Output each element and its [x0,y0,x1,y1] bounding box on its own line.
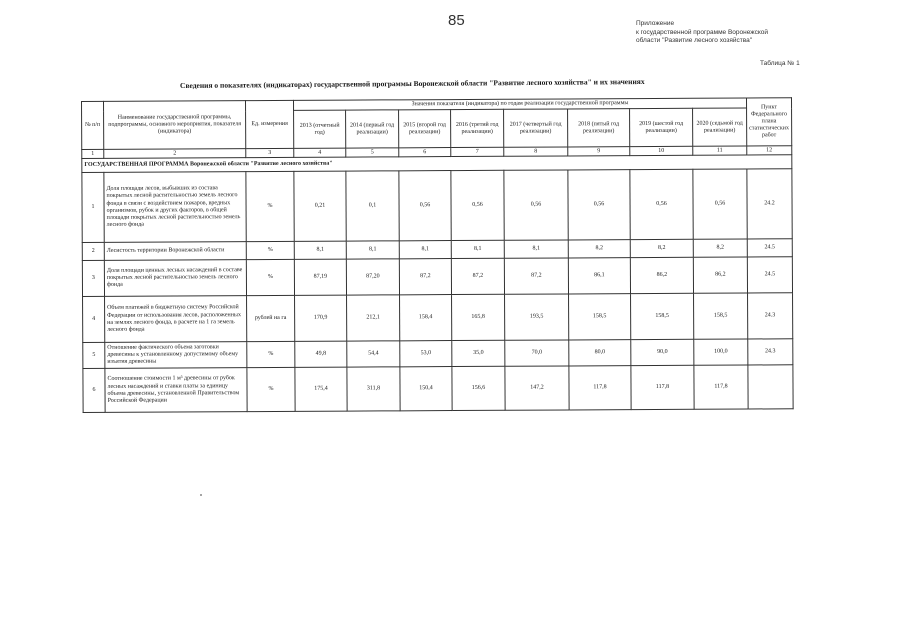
value-cell: 0,56 [568,170,630,240]
col-number: 10 [630,147,693,156]
appendix-line-3: области "Развитие лесного хозяйства" [636,37,753,44]
document-title: Сведения о показателях (индикаторах) государственной программы Воронежской области "Развитие лесного хозяйства" и их значениях [179,76,645,91]
indicator-name: Объем платежей в бюджетную систему Российской Федерации от использования лесов, расположенных на землях лесного фонда, в расчете на 1 га земель лесного фонда [105,296,247,343]
appendix-note [636,20,768,46]
value-cell: 170,9 [295,295,347,341]
unit-cell: % [246,260,294,296]
appendix-line-1: Приложение [636,20,675,27]
header-year: 2019 (шестой год реализации) [630,109,693,147]
col-number: 9 [568,147,630,156]
indicators-table [81,97,793,413]
value-cell: 0,56 [504,170,568,240]
col-number: 8 [504,147,568,156]
section-title: ГОСУДАРСТВЕННАЯ ПРОГРАММА Воронежской области "Развитие лесного хозяйства" [82,155,792,173]
value-cell: 8,2 [693,239,747,257]
col-number: 7 [451,147,504,156]
table-number: Таблица № 1 [760,60,800,67]
unit-cell: % [246,172,294,242]
header-year: 2013 (отчетный год) [294,110,346,148]
value-cell: 117,8 [631,365,694,409]
fed-plan-cell: 24.5 [747,239,792,257]
fed-plan-cell: 24.2 [747,169,792,239]
unit-cell: % [247,342,295,368]
header-year: 2018 (пятый год реализации) [568,109,630,147]
header-fed-plan: Пункт Федерального плана статистических работ [746,98,791,146]
header-year: 2015 (второй год реализации) [399,110,451,148]
value-cell: 86,2 [630,257,693,293]
value-cell: 8,2 [568,240,630,258]
header-year: 2016 (третий год реализации) [451,109,504,147]
appendix-line-2: к государственной программе Воронежской [636,28,769,36]
header-num: № п/п [82,101,104,149]
table-row [82,169,792,243]
row-number: 2 [82,243,104,261]
header-years-group: Значения показателя (индикатора) по годам реализации государственной программы [293,98,746,111]
value-cell: 117,8 [694,365,748,409]
col-number: 2 [104,149,246,159]
indicator-name: Доля площади лесов, выбывших из состава покрытых лесной растительностью земель лесного фонда в связи с воздействием пожаров, вредных организмов, рубок и других факторов, в общей площади покрытых лесной растительностью земель лесного фонда [104,172,246,243]
table-row [83,293,793,343]
col-number: 5 [346,148,399,157]
value-cell: 87,2 [451,258,504,294]
fed-plan-cell [748,365,793,409]
value-cell: 87,2 [504,258,568,294]
header-year: 2017 (четвертый год реализации) [504,109,568,147]
row-number: 3 [82,261,104,297]
value-cell: 212,1 [347,295,400,341]
value-cell: 35,0 [452,340,505,366]
value-cell: 90,0 [631,339,694,365]
col-number: 4 [294,148,346,157]
value-cell: 49,8 [295,341,347,367]
page-number: 85 [448,12,465,29]
header-unit: Ед. измерения [246,100,294,148]
fed-plan-cell: 24.3 [748,293,793,339]
value-cell: 193,5 [505,294,569,340]
row-number: 4 [83,297,105,343]
header-year: 2014 (первый год реализации) [346,110,399,148]
row-number: 1 [82,173,104,243]
value-cell: 8,1 [451,240,504,258]
value-cell: 0,56 [630,170,693,240]
indicator-name: Лесистость территории Воронежской области [104,242,246,261]
fed-plan-cell: 24.5 [747,257,792,293]
indicator-name: Доля площади ценных лесных насаждений в составе покрытых лесной растительностью земель лесного фонда [104,260,246,297]
value-cell: 86,1 [568,258,630,294]
value-cell: 8,1 [346,241,399,259]
header-year: 2020 (седьмой год реализации) [693,108,747,146]
value-cell: 0,21 [294,171,346,241]
value-cell: 0,56 [693,169,747,239]
value-cell: 165,8 [452,294,505,340]
unit-cell: рублей на га [247,296,295,342]
value-cell: 8,1 [504,240,568,258]
indicator-name: Отношение фактического объема заготовки древесины к установленному допустимому объему изъятия древесины [105,342,247,369]
value-cell: 0,1 [346,171,399,241]
col-number: 12 [747,146,792,155]
value-cell: 8,1 [399,241,451,259]
value-cell: 86,2 [693,257,747,293]
table-row [83,365,793,413]
table-row [82,257,792,297]
value-cell: 87,19 [294,259,346,295]
value-cell: 156,6 [452,366,505,410]
value-cell: 100,0 [694,339,748,365]
table-row [83,339,793,369]
value-cell: 80,0 [569,340,631,366]
value-cell: 147,2 [505,366,569,410]
value-cell: 8,2 [630,239,693,257]
col-number: 11 [693,146,747,155]
value-cell: 150,4 [400,367,452,411]
value-cell: 311,8 [347,367,400,411]
value-cell: 158,4 [400,295,452,341]
value-cell: 158,5 [631,293,694,339]
value-cell: 87,2 [399,259,451,295]
scan-speck [200,494,202,496]
unit-cell: % [246,242,294,260]
value-cell: 158,5 [569,294,631,340]
value-cell: 0,56 [451,170,504,240]
col-number: 1 [82,150,104,159]
row-number: 6 [83,369,105,413]
unit-cell: % [247,368,295,412]
col-number: 6 [399,148,451,157]
indicator-name: Соотношение стоимости 1 м³ древесины от рубок лесных насаждений и ставки платы за единицу объема древесины, установленной Правительством Российской Федерации [105,368,247,413]
col-number: 3 [246,149,294,158]
value-cell: 158,5 [694,293,748,339]
value-cell: 0,56 [399,171,451,241]
header-name: Наименование государственной программы, подпрограммы, основного мероприятия, показателя (индикатора) [104,101,246,150]
value-cell: 53,0 [400,341,452,367]
value-cell: 70,0 [505,340,569,366]
value-cell: 87,20 [346,259,399,295]
value-cell: 54,4 [347,341,400,367]
value-cell: 117,8 [569,366,631,410]
value-cell: 8,1 [294,241,346,259]
row-number: 5 [83,343,105,369]
fed-plan-cell: 24.3 [748,339,793,365]
value-cell: 175,4 [295,367,347,411]
